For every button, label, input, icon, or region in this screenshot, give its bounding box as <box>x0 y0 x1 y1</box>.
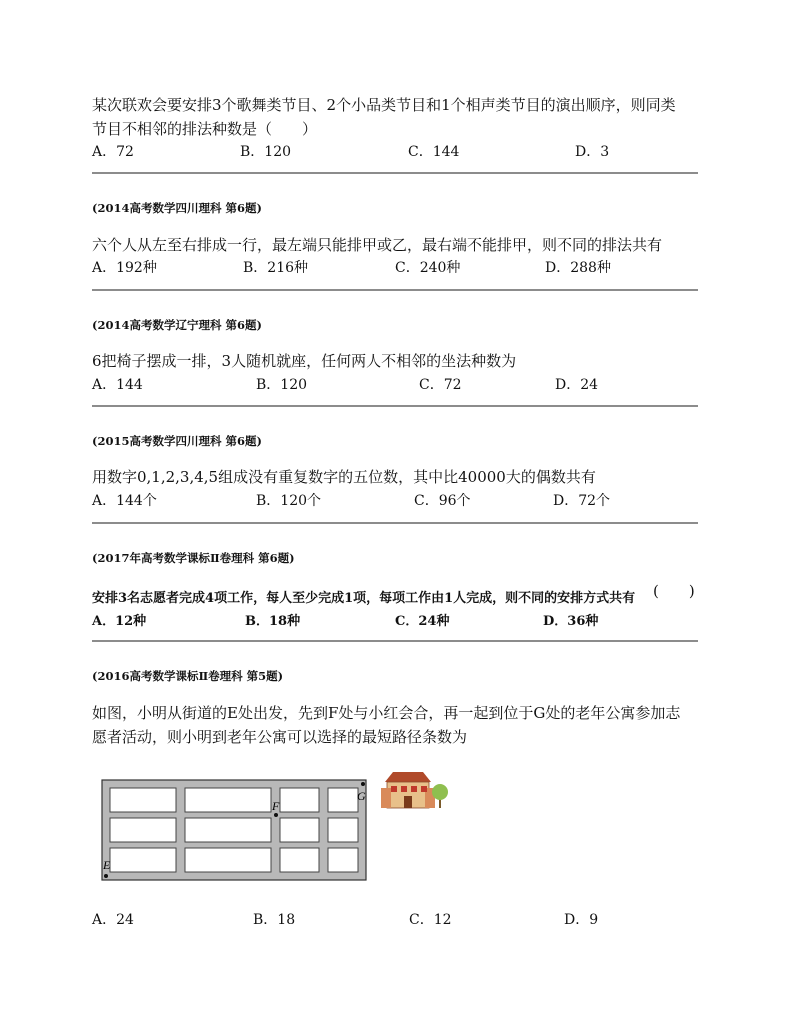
question-4-option-b: B．120个 <box>256 493 322 509</box>
question-2-option-c: C．240种 <box>395 260 461 276</box>
question-3-text: 6把椅子摆成一排，3人随机就座，任何两人不相邻的坐法种数为 <box>92 352 517 370</box>
question-1-text-line1: 某次联欢会要安排3个歌舞类节目、2个小品类节目和1个相声类节目的演出顺序，则同类 <box>92 96 676 114</box>
question-4-option-a: A．144个 <box>92 493 157 509</box>
question-5-option-c: C．24种 <box>395 614 450 629</box>
question-4-source: (2015高考数学四川理科 第6题) <box>92 434 262 448</box>
question-6-option-a: A．24 <box>92 912 134 928</box>
question-1-option-d: D．3 <box>575 144 610 160</box>
question-5-text: 安排3名志愿者完成4项工作，每人至少完成1项，每项工作由1人完成，则不同的安排方式共有 <box>92 591 636 606</box>
question-6-option-b: B．18 <box>253 912 296 928</box>
city-block <box>185 818 271 842</box>
label-f: F <box>272 799 280 813</box>
question-1-text-line2: 节目不相邻的排法种数是（ ） <box>92 120 318 138</box>
city-block <box>280 788 319 812</box>
divider <box>92 640 698 642</box>
city-block <box>328 788 358 812</box>
question-6-option-c: C．12 <box>409 912 452 928</box>
question-5-source: (2017年高考数学课标Ⅱ卷理科 第6题) <box>92 551 295 565</box>
question-5-bracket: ( ) <box>653 582 695 600</box>
label-e: E <box>103 858 111 872</box>
divider <box>92 289 698 291</box>
question-5-option-a: A．12种 <box>92 614 147 629</box>
question-3-option-b: B．120 <box>256 377 308 393</box>
question-2-option-a: A．192种 <box>92 260 157 276</box>
question-2-source: (2014高考数学四川理科 第6题) <box>92 201 262 215</box>
question-4-option-c: C．96个 <box>414 493 471 509</box>
point-f <box>274 813 278 817</box>
city-block <box>185 848 271 872</box>
question-1-option-c: C．144 <box>408 144 460 160</box>
city-block <box>280 848 319 872</box>
question-5-option-b: B．18种 <box>245 614 301 629</box>
question-3-option-c: C．72 <box>419 377 462 393</box>
point-g <box>361 782 365 786</box>
question-4-text: 用数字0,1,2,3,4,5组成没有重复数字的五位数，其中比40000大的偶数共有 <box>92 468 596 486</box>
divider <box>92 522 698 524</box>
divider <box>92 405 698 407</box>
question-6-source: (2016高考数学课标Ⅱ卷理科 第5题) <box>92 669 284 683</box>
question-6-option-d: D．9 <box>564 912 599 928</box>
point-e <box>104 874 108 878</box>
question-1-option-a: A．72 <box>92 144 134 160</box>
question-2-option-d: D．288种 <box>545 260 611 276</box>
city-block <box>328 818 358 842</box>
question-6-text-line2: 愿者活动，则小明到老年公寓可以选择的最短路径条数为 <box>92 728 468 746</box>
question-6-text-line1: 如图，小明从街道的E处出发，先到F处与小红会合，再一起到位于G处的老年公寓参加志 <box>92 704 681 722</box>
city-block <box>110 818 176 842</box>
question-1-option-b: B．120 <box>240 144 292 160</box>
question-2-option-b: B．216种 <box>243 260 309 276</box>
city-block <box>280 818 319 842</box>
question-2-text: 六个人从左至右排成一行，最左端只能排甲或乙，最右端不能排甲，则不同的排法共有 <box>92 236 663 254</box>
label-g: G <box>357 789 366 803</box>
divider <box>92 172 698 174</box>
question-3-option-d: D．24 <box>555 377 599 393</box>
city-block <box>185 788 271 812</box>
city-block <box>110 788 176 812</box>
city-block <box>328 848 358 872</box>
city-block <box>110 848 176 872</box>
street-grid-figure <box>100 768 460 886</box>
question-4-option-d: D．72个 <box>553 493 611 509</box>
question-3-option-a: A．144 <box>92 377 143 393</box>
question-5-option-d: D．36种 <box>543 614 599 629</box>
senior-apartment-icon <box>381 772 435 808</box>
question-3-source: (2014高考数学辽宁理科 第6题) <box>92 318 262 332</box>
